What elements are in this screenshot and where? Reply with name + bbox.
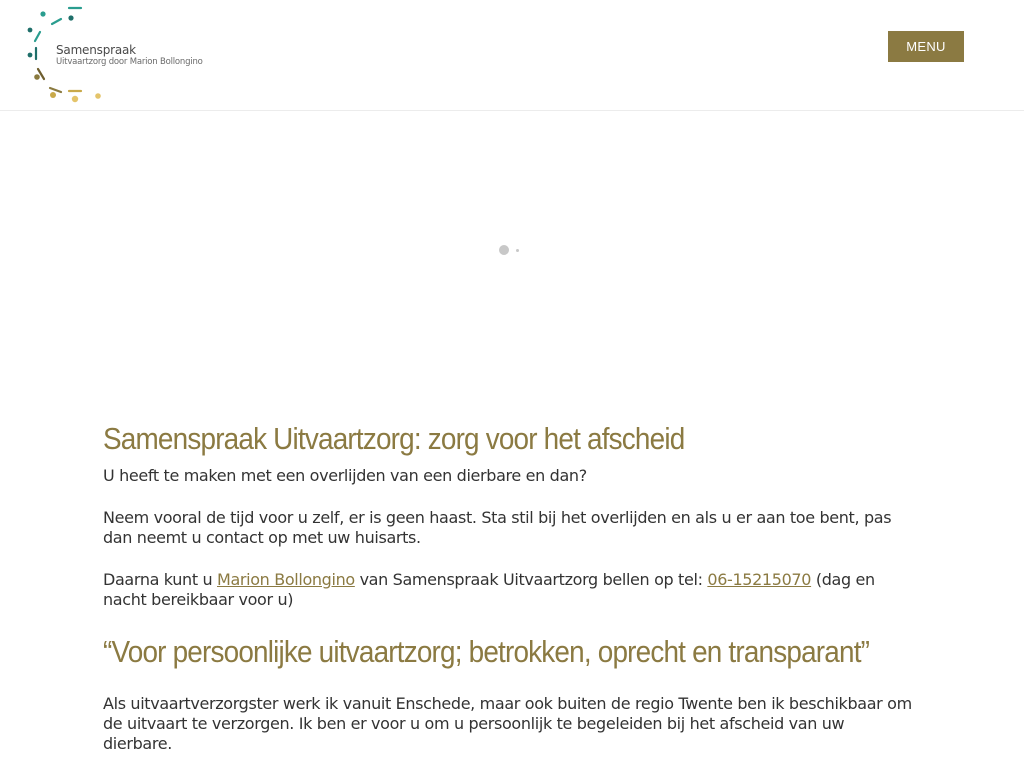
page-title: Samenspraak Uitvaartzorg: zorg voor het afscheid: [103, 421, 685, 456]
marion-bollongino-link[interactable]: Marion Bollongino: [217, 570, 355, 589]
hero-slider: [0, 111, 1024, 391]
contact-paragraph: [103, 570, 915, 610]
logo-name: Samenspraak: [56, 43, 136, 57]
intro-paragraph: U heeft te maken met een overlijden van een dierbare en dan?: [103, 466, 587, 485]
menu-button[interactable]: MENU: [888, 31, 964, 62]
quote-heading: “Voor persoonlijke uitvaartzorg; betrokken, oprecht en transparant”: [103, 634, 870, 669]
logo-tagline: Uitvaartzorg door Marion Bollongino: [56, 57, 203, 67]
contact-text-before: Daarna kunt u: [103, 570, 217, 589]
site-logo[interactable]: [26, 4, 203, 106]
slider-dot-active[interactable]: [499, 245, 509, 255]
main-content: [103, 414, 915, 776]
phone-link[interactable]: 06-15215070: [707, 570, 812, 589]
contact-text-middle: van Samenspraak Uitvaartzorg bellen op tel:: [354, 570, 708, 589]
about-paragraph: Als uitvaartverzorgster werk ik vanuit Enschede, maar ook buiten de regio Twente ben ik beschikbaar om de uitvaart te verzorgen. Ik ben er voor u om u persoonlijk te begeleiden bij het afscheid van uw dierbare.: [103, 694, 912, 753]
slider-dot[interactable]: [516, 249, 519, 252]
contact-text-after: (dag en nacht bereikbaar voor u): [103, 570, 875, 609]
advice-paragraph: Neem vooral de tijd voor u zelf, er is geen haast. Sta stil bij het overlijden en als u er aan toe bent, pas dan neemt u contact op met uw huisarts.: [103, 508, 892, 547]
site-header: [0, 0, 1024, 111]
